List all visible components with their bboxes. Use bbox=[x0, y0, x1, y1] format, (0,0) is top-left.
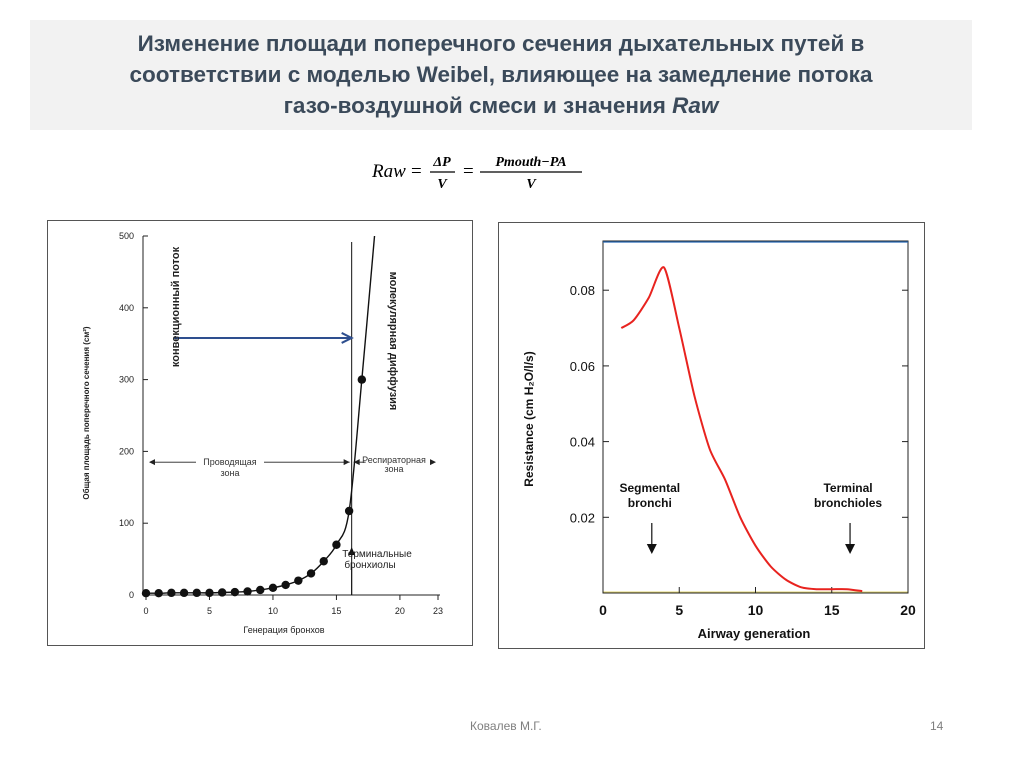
cross-section-points bbox=[142, 375, 366, 597]
title-line-3 bbox=[30, 90, 972, 121]
cross-section-point bbox=[231, 588, 239, 596]
zone1-arrowhead-left bbox=[149, 459, 155, 465]
zone2-label-line2: зона bbox=[384, 464, 404, 474]
right-x-tick-label: 10 bbox=[747, 602, 764, 618]
cross-section-point bbox=[332, 541, 340, 549]
cross-section-point bbox=[167, 589, 175, 597]
cross-section-chart-panel bbox=[47, 220, 473, 646]
convection-label: конвекционный поток bbox=[170, 246, 182, 368]
left-x-tick-label: 0 bbox=[143, 606, 149, 616]
left-x-tick-label: 5 bbox=[206, 606, 212, 616]
right-plot-frame bbox=[603, 241, 908, 593]
left-y-axis-label: Общая площадь поперечного сечения (см²) bbox=[82, 326, 91, 500]
cross-section-point bbox=[256, 586, 264, 594]
left-x-tick-label: 20 bbox=[394, 606, 405, 616]
terminal-bronchioles-arrowhead bbox=[845, 544, 855, 554]
zone1-label-line2: зона bbox=[220, 468, 240, 478]
segmental-label-line2: bronchi bbox=[627, 496, 672, 510]
left-y-tick-label: 200 bbox=[118, 446, 134, 457]
cross-section-point bbox=[358, 375, 366, 383]
left-x-ticks bbox=[143, 595, 443, 616]
left-x-tick-label: 23 bbox=[432, 606, 444, 616]
right-x-tick-label: 5 bbox=[675, 602, 684, 618]
cross-section-point bbox=[142, 589, 150, 597]
right-x-tick-label: 15 bbox=[823, 602, 840, 618]
cross-section-point bbox=[193, 589, 201, 597]
title-line-3-raw: Raw bbox=[672, 93, 719, 118]
right-x-tick-label: 20 bbox=[900, 602, 916, 618]
formula-den1: V bbox=[437, 177, 447, 192]
terminal-bronchioles-label-line2: bronchioles bbox=[814, 496, 883, 510]
title-line-1: Изменение площади поперечного сечения дыхательных путей в bbox=[137, 31, 865, 56]
cross-section-chart bbox=[48, 221, 472, 645]
raw-formula bbox=[370, 147, 610, 197]
left-y-tick-label: 0 bbox=[128, 590, 134, 600]
footer-author: Ковалев М.Г. bbox=[470, 719, 542, 733]
title-line-3-main: газо-воздушной смеси и значения bbox=[283, 93, 673, 118]
page-number: 14 bbox=[930, 719, 944, 733]
formula-eq1: = bbox=[411, 161, 422, 182]
cross-section-point bbox=[307, 569, 315, 577]
cross-section-point bbox=[154, 589, 162, 597]
slide-title bbox=[30, 28, 972, 121]
cross-section-point bbox=[269, 584, 277, 592]
cross-section-point bbox=[243, 587, 251, 595]
terminal-label-line2: бронхиолы bbox=[344, 560, 396, 571]
left-y-tick-label: 100 bbox=[118, 518, 134, 529]
right-y-tick-label: 0.08 bbox=[569, 283, 595, 299]
left-y-tick-label: 300 bbox=[118, 374, 134, 385]
formula-den2: V bbox=[526, 177, 536, 192]
terminal-label-line1: Терминальные bbox=[342, 549, 412, 560]
left-x-axis-label: Генерация бронхов bbox=[243, 625, 325, 635]
formula-num2: Pmouth−PA bbox=[495, 155, 567, 170]
cross-section-point bbox=[281, 581, 289, 589]
cross-section-point bbox=[218, 588, 226, 596]
cross-section-point bbox=[180, 589, 188, 597]
segmental-label-line1: Segmental bbox=[619, 481, 681, 495]
left-x-tick-label: 15 bbox=[331, 606, 342, 616]
left-y-tick-label: 400 bbox=[118, 302, 134, 313]
resistance-chart-panel bbox=[498, 222, 925, 649]
diffusion-label: молекулярная диффузия bbox=[387, 271, 399, 411]
title-line-2: соответствии с моделью Weibel, влияющее на замедление потока bbox=[129, 62, 873, 87]
resistance-chart bbox=[499, 223, 924, 648]
zone1-arrowhead-right bbox=[344, 459, 350, 465]
zone1-label-line1: Проводящая bbox=[203, 457, 257, 467]
left-y-ticks bbox=[119, 231, 148, 600]
zone2-arrowhead-right bbox=[430, 459, 436, 465]
right-y-axis-label: Resistance (cm H₂O/l/s) bbox=[522, 351, 536, 487]
right-x-tick-label: 0 bbox=[599, 602, 607, 618]
terminal-bronchioles-label-line1: Terminal bbox=[823, 481, 873, 495]
formula-lhs: Raw bbox=[372, 161, 406, 182]
left-x-tick-label: 10 bbox=[267, 606, 278, 616]
cross-section-point bbox=[205, 589, 213, 597]
right-y-tick-label: 0.02 bbox=[569, 510, 595, 526]
right-y-tick-label: 0.06 bbox=[569, 358, 595, 374]
right-x-axis-label: Airway generation bbox=[697, 626, 811, 641]
cross-section-point bbox=[294, 576, 302, 584]
left-y-tick-label: 500 bbox=[118, 231, 134, 241]
cross-section-point bbox=[320, 557, 328, 565]
formula-eq2: = bbox=[463, 161, 474, 182]
right-y-tick-label: 0.04 bbox=[569, 434, 595, 450]
segmental-arrowhead bbox=[647, 544, 657, 554]
zone2-label-line1: Респираторная bbox=[362, 455, 426, 465]
formula-num1: ΔP bbox=[433, 155, 451, 170]
resistance-curve bbox=[621, 267, 862, 591]
